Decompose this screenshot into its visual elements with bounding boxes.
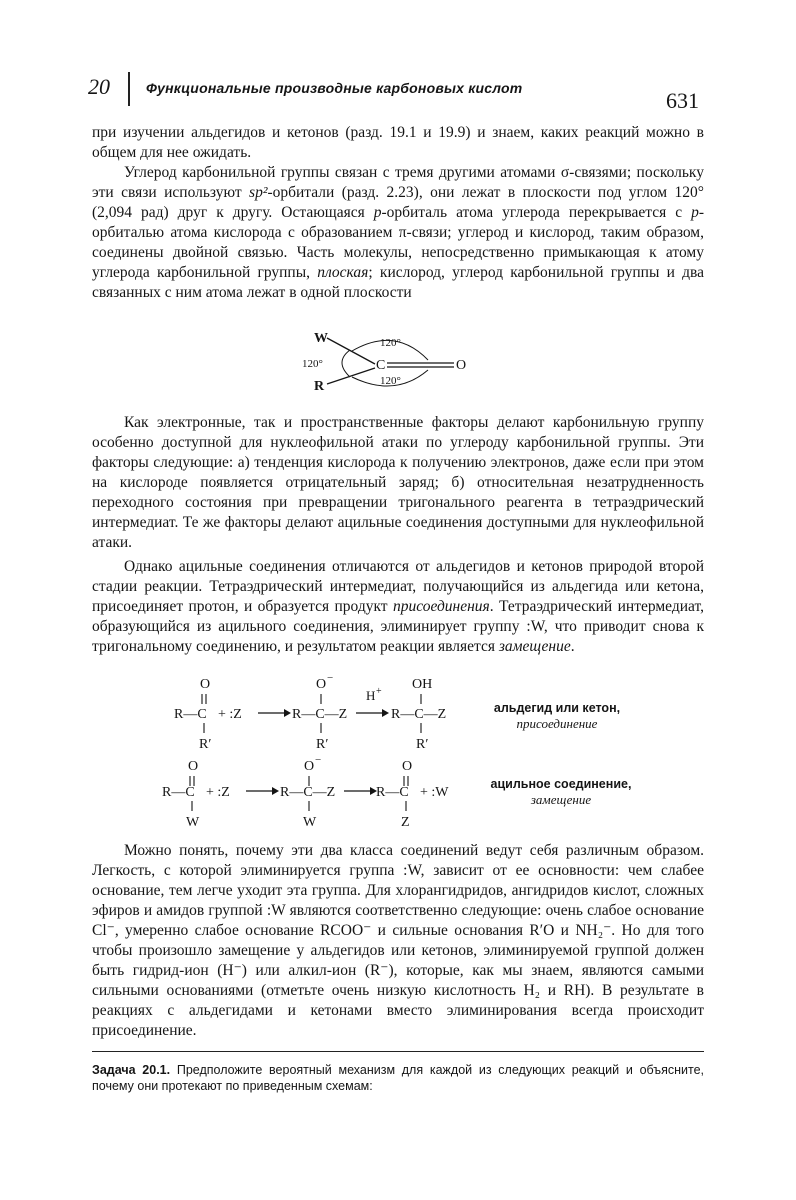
- paragraph-3-text: Как электронные, так и пространственные факторы делают карбонильную группу особенно доступной для нуклеофильной атаки по углероду карбонильной группы. Эти факторы следующие: а) тенденция кислорода к получению электронов, даже если при этом на кислороде появляется отрицательный заряд; б) относительная незатрудненность переходного состояния при превращении тригонального реагента в тетраэдрический интермедиат. Те же факторы делают ацильные соединения доступными для нуклеофильной атаки.: [92, 414, 704, 551]
- diagram-C: C: [376, 358, 386, 373]
- p2-p-orbital-1: p: [373, 204, 382, 221]
- task-20-1: [92, 1062, 704, 1094]
- p2-sp2: sp²: [249, 184, 268, 201]
- add-O-1: O: [200, 677, 211, 692]
- scheme-addition-label: [482, 700, 632, 732]
- p4-text-a: Однако ацильные соединения отличаются от альдегидов и кетонов природой второй стадии реакции. Тетраэдрический интермедиат, получающийся из альдегида или кетона, присоединяет протон, и образуется продукт: [92, 558, 704, 615]
- p4-text-c: .: [570, 638, 575, 655]
- add-minus-2: −: [327, 672, 334, 684]
- scheme-substitution-label-2: замещение: [530, 792, 592, 807]
- page-number: 631: [666, 88, 699, 113]
- add-arrow-2-head: [382, 709, 389, 717]
- task-divider: [92, 1051, 704, 1052]
- chapter-number: 20: [88, 74, 110, 99]
- paragraph-5-text: Можно понять, почему эти два класса соединений ведут себя различным образом. Легкость, с которой элиминируется группа :W, зависит от ее основности: чем слабее основание, тем легче уходит эта группа. Для хлорангидридов, ангидридов кислот, сложных эфиров и амидов группой :W являются соответственно следующие: очень слабое основание Cl⁻, умеренно слабое основание RCOO⁻ и сильные основания R′O и NH₂⁻. Но для того чтобы произошло замещение у альдегидов или кетонов, элиминируемой группой должен быть гидрид-ион (H⁻) или алкил-ион (R⁻), которые, как мы знаем, являются самыми сильными основаниями (отметьте очень низкую кислотность H₂ и RH). В результате в реакциях с альдегидами и кетонами вместо элиминирования всегда происходит присоединение.: [92, 842, 704, 1039]
- sub-W-2: W: [303, 815, 317, 830]
- p2-text-c: -орбиталь атома углерода перекрывается с: [381, 204, 692, 221]
- p2-text-a: Углерод карбонильной группы связан с тремя другими атомами σ-связями; поскольку эти связи используют: [92, 164, 704, 201]
- scheme-addition-label-1: альдегид или кетон,: [493, 701, 621, 715]
- scheme-substitution-label-1: ацильное соединение,: [490, 777, 632, 791]
- p4-text-b: . Тетраэдрический интермедиат, образующийся из ацильного соединения, элиминирует группу :W, что приводит снова к тригональному соединению, и результатом реакции является: [92, 598, 704, 655]
- diagram-O: O: [456, 358, 467, 373]
- paragraph-1: [92, 123, 704, 163]
- add-Rp-1: R′: [199, 737, 212, 752]
- p2-text-e: ; кислород, углерод карбонильной группы и два связанных с ним атома лежат в одной плоскости: [92, 264, 704, 301]
- scheme-substitution: [160, 754, 470, 832]
- p4-italic-substitution: замещение: [498, 638, 571, 655]
- add-Rp-2: R′: [316, 737, 329, 752]
- diagram-R: R: [314, 379, 325, 394]
- sub-W-1: W: [186, 815, 200, 830]
- bond-C-R: [327, 368, 375, 384]
- header-divider: [128, 72, 130, 106]
- p4-italic-addition: присоединения: [392, 598, 490, 615]
- sub-plus-Z: + :Z: [206, 785, 230, 800]
- p2-p-orbital-2: p: [691, 204, 699, 221]
- add-arrow-1-head: [284, 709, 291, 717]
- paragraph-4: [92, 557, 704, 657]
- running-title: Функциональные производные карбоновых кислот: [146, 80, 523, 96]
- add-OH: OH: [412, 677, 433, 692]
- sub-O-1: O: [188, 759, 199, 774]
- p2-italic-planar: плоская: [317, 264, 369, 281]
- sub-RCZ-2: R—C—Z: [280, 785, 336, 800]
- scheme-addition: [170, 672, 470, 754]
- sub-arrow-1-head: [272, 787, 279, 795]
- diagram-angle-top: 120°: [380, 337, 401, 349]
- add-plus-Z: + :Z: [218, 707, 242, 722]
- paragraph-5: [92, 841, 704, 1041]
- carbonyl-geometry-diagram: [300, 322, 490, 402]
- add-H: H: [366, 688, 376, 703]
- paragraph-3: [92, 413, 704, 553]
- add-Rp-3: R′: [416, 737, 429, 752]
- add-O-2: O: [316, 677, 327, 692]
- add-RCZ-2: R—C—Z: [292, 707, 348, 722]
- paragraph-2: [92, 163, 704, 303]
- bond-C-W: [327, 338, 375, 364]
- scheme-substitution-label: [486, 776, 636, 808]
- sub-plus-W: + :W: [420, 785, 449, 800]
- p2-text-b: -орбитали (разд. 2.23), они лежат в плоскости под углом 120° (2,094 рад) друг к другу. Остающаяся: [92, 184, 704, 221]
- sub-O-2: O: [304, 759, 315, 774]
- sub-Z-3: Z: [401, 815, 410, 830]
- add-RC-1: R—C: [174, 707, 207, 722]
- sub-O-3: O: [402, 759, 413, 774]
- task-text: Предположите вероятный механизм для каждой из следующих реакций и объясните, почему они протекают по приведенным схемам:: [92, 1063, 705, 1093]
- diagram-angle-bottom: 120°: [380, 375, 401, 387]
- sub-RC-3: R—C: [376, 785, 409, 800]
- sub-RC-1: R—C: [162, 785, 195, 800]
- angle-arc-left: [342, 350, 350, 377]
- diagram-angle-left: 120°: [302, 358, 323, 370]
- add-H-plus: +: [376, 686, 382, 697]
- add-RCZ-3: R—C—Z: [391, 707, 447, 722]
- sub-minus-2: −: [315, 754, 322, 766]
- task-label: Задача 20.1.: [92, 1063, 171, 1077]
- scheme-addition-label-2: присоединение: [516, 716, 598, 731]
- p2-text-d: -орбиталью атома кислорода с образованием π-связи; углерод и кислород, таким образом, соединены двойной связью. Часть молекулы, непосредственно примыкающая к атому углерода карбонильной группы,: [92, 204, 704, 281]
- paragraph-1-text: при изучении альдегидов и кетонов (разд. 19.1 и 19.9) и знаем, каких реакций можно в общем для нее ожидать.: [92, 124, 704, 161]
- diagram-W: W: [314, 331, 328, 346]
